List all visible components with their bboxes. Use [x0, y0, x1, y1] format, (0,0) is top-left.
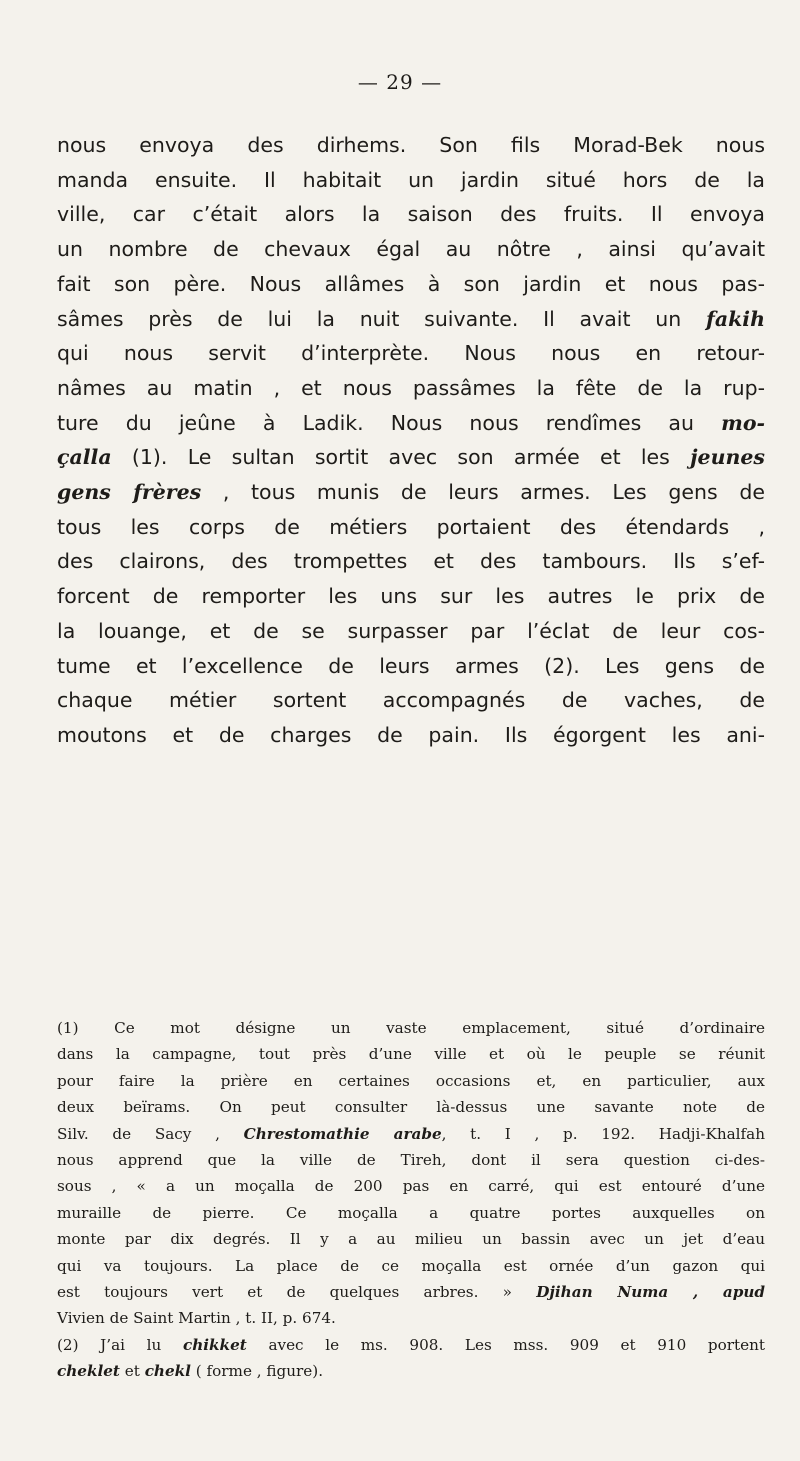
footnote-line [57, 1121, 765, 1147]
italic-term: çalla [57, 445, 112, 470]
text-segment: avec le ms. 908. Les mss. 909 et 910 portent [268, 1335, 766, 1354]
text-segment: , t. I , p. 192. Hadji-Khalfah [441, 1124, 765, 1143]
italic-term: cheklet [57, 1362, 120, 1381]
text-line [57, 475, 765, 510]
text-segment: sâmes près de lui la nuit suivante. Il avait un [57, 306, 682, 331]
page-number: — 29 — [357, 70, 443, 94]
text-segment: ture du jeûne à Ladik. Nous nous rendîmes au [57, 410, 694, 435]
footnote-line: (1) Ce mot désigne un vaste emplacement, situé d’ordinaire [57, 1019, 765, 1037]
italic-term: jeunes [690, 445, 765, 470]
italic-term: chekl [144, 1362, 191, 1381]
text-segment: (2) J’ai lu [57, 1335, 162, 1354]
text-segment: et [124, 1362, 140, 1381]
text-line: moutons et de charges de pain. Ils égorgent les ani- [57, 722, 765, 747]
text-segment: , tous munis de leurs armes. Les gens de [222, 480, 765, 505]
footnote-line [57, 1279, 765, 1305]
text-line [57, 302, 765, 337]
text-line: des clairons, des trompettes et des tambours. Ils s’ef- [57, 549, 765, 574]
footnote-line: pour faire la prière en certaines occasions et, en particulier, aux [57, 1071, 765, 1090]
text-line: tume et l’excellence de leurs armes (2). Les gens de [57, 653, 765, 678]
footnote-line: sous , « a un moçalla de 200 pas en carré, qui est entouré d’une [57, 1177, 765, 1196]
footnote-line: nous apprend que la ville de Tireh, dont il sera question ci-des- [57, 1151, 765, 1170]
footnotes [57, 1015, 765, 1385]
text-segment: ( forme , figure). [195, 1362, 324, 1381]
italic-term: chikket [182, 1335, 247, 1354]
footnote-line: qui va toujours. La place de ce moçalla est ornée d’un gazon qui [57, 1256, 765, 1275]
footnote-line [57, 1332, 765, 1358]
footnote-line: Vivien de Saint Martin , t. II, p. 674. [57, 1309, 336, 1328]
italic-title: Djihan Numa , apud [536, 1283, 766, 1302]
main-text [57, 128, 765, 753]
text-segment: (1). Le sultan sortit avec son armée et les [131, 445, 670, 470]
text-line: nous envoya des dirhems. Son fils Morad-Bek nous [57, 133, 765, 157]
italic-term: fakih [706, 306, 765, 331]
text-line [57, 440, 765, 475]
text-line: ville, car c’était alors la saison des fruits. Il envoya [57, 202, 765, 227]
text-line: tous les corps de métiers portaient des étendards , [57, 514, 765, 539]
text-line: nâmes au matin , et nous passâmes la fête de la rup- [57, 375, 765, 400]
footnote-line: dans la campagne, tout près d’une ville et où le peuple se réunit [57, 1045, 765, 1064]
text-line: chaque métier sortent accompagnés de vaches, de [57, 688, 765, 713]
text-segment: Silv. de Sacy , [57, 1124, 220, 1143]
text-line [57, 406, 765, 441]
text-line: manda ensuite. Il habitait un jardin situé hors de la [57, 167, 765, 192]
footnote-line [57, 1358, 765, 1384]
footnote-line: deux beïrams. On peut consulter là-dessus une savante note de [57, 1098, 765, 1117]
text-segment: est toujours vert et de quelques arbres. » [57, 1283, 512, 1302]
italic-term: gens frères [57, 480, 202, 505]
text-line: forcent de remporter les uns sur les autres le prix de [57, 584, 765, 609]
text-line: un nombre de chevaux égal au nôtre , ainsi qu’avait [57, 237, 765, 262]
footnote-line: muraille de pierre. Ce moçalla a quatre portes auxquelles on [57, 1203, 765, 1222]
italic-term: mo- [721, 410, 765, 435]
footnote-line: monte par dix degrés. Il y a au milieu un bassin avec un jet d’eau [57, 1230, 765, 1249]
text-line: la louange, et de se surpasser par l’éclat de leur cos- [57, 618, 765, 643]
italic-title: Chrestomathie arabe [243, 1124, 442, 1143]
text-line: qui nous servit d’interprète. Nous nous en retour- [57, 341, 765, 366]
text-line: fait son père. Nous allâmes à son jardin et nous pas- [57, 271, 765, 296]
